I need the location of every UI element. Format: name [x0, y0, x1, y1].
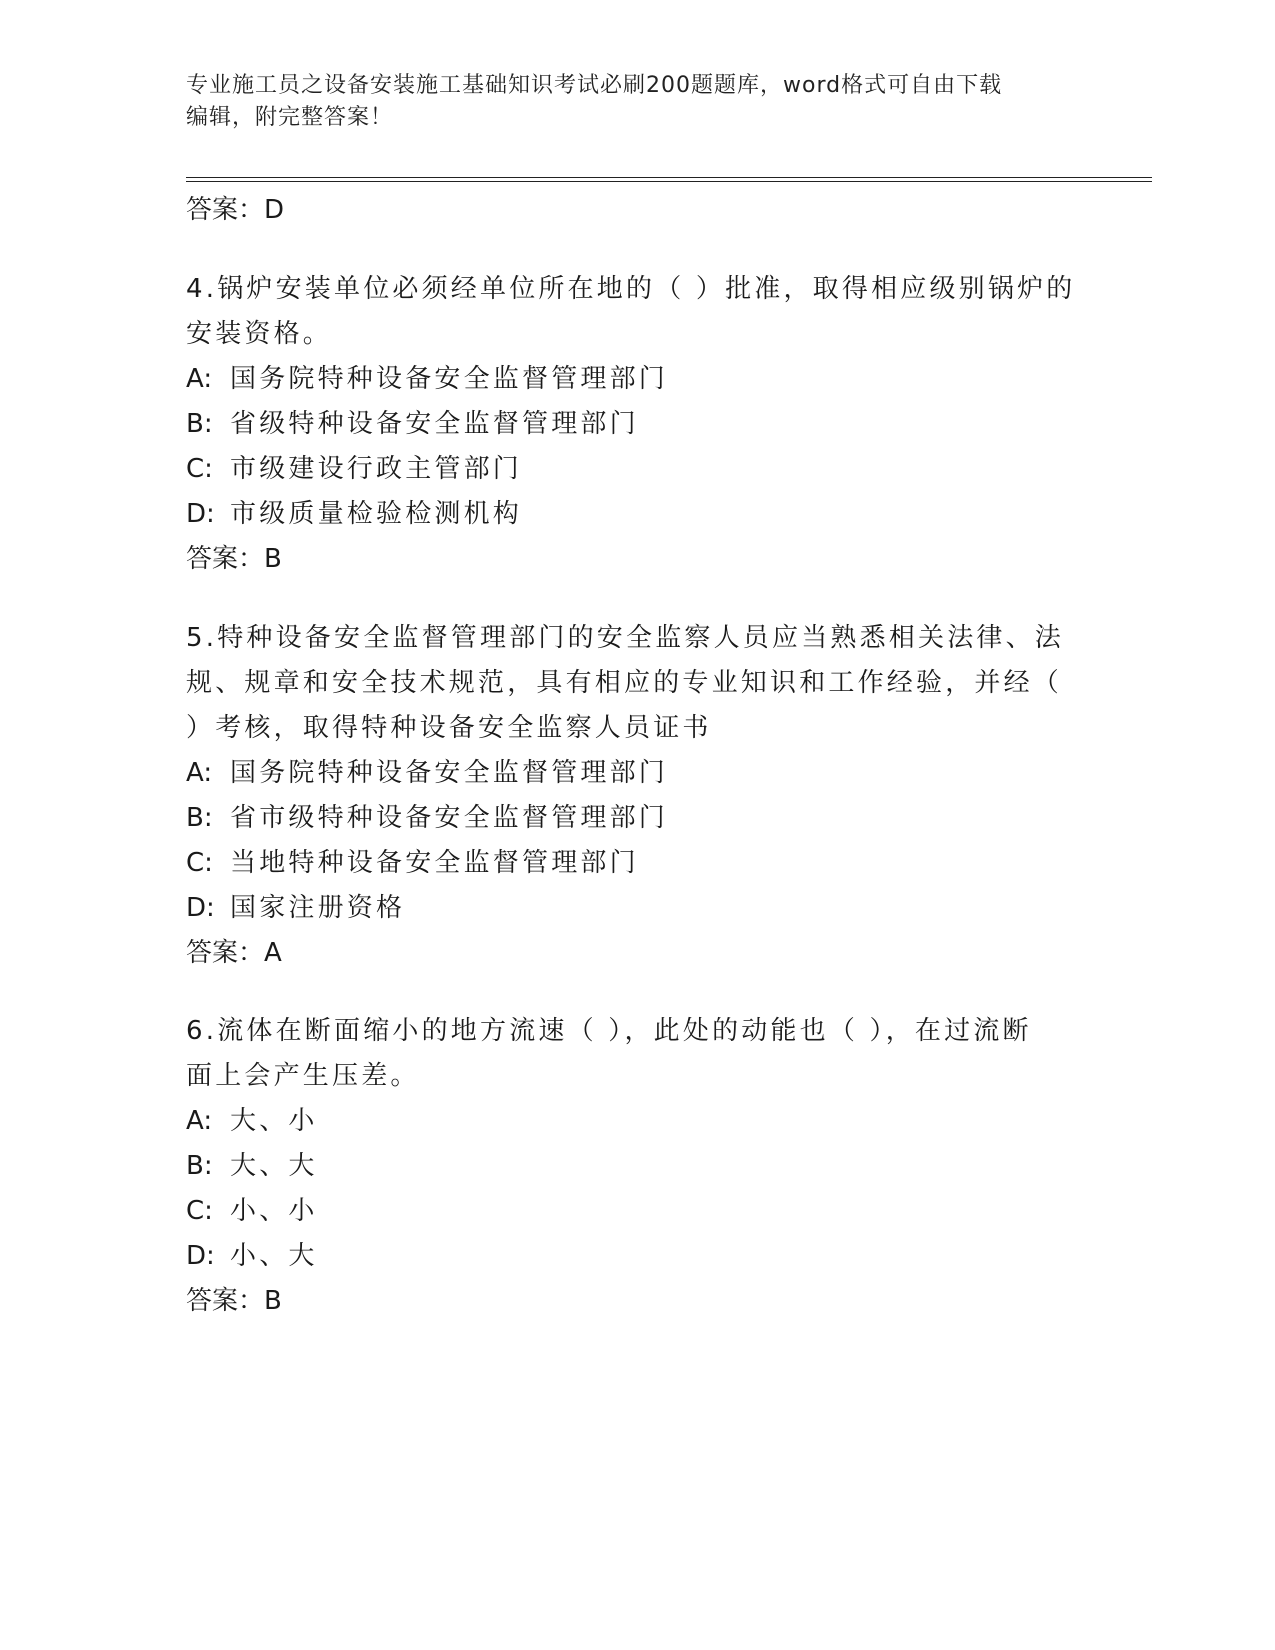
option-b — [186, 796, 1076, 841]
option-letter: D: — [186, 1241, 215, 1271]
option-b — [186, 402, 1076, 447]
question-stem-line: ）考核，取得特种设备安全监察人员证书 — [186, 713, 712, 743]
question-stem-line: 6.流体在断面缩小的地方流速（ ），此处的动能也（ ），在过流断 — [186, 1016, 1032, 1046]
option-letter: D: — [186, 499, 215, 529]
option-letter: A: — [186, 364, 213, 394]
option-a — [186, 751, 1076, 796]
option-b — [186, 1144, 1076, 1189]
option-text: 大、大 — [230, 1151, 318, 1181]
previous-answer: 答案：D — [186, 195, 285, 225]
option-c — [186, 447, 1076, 492]
option-letter: A: — [186, 758, 213, 788]
answer-line: 答案：B — [186, 1286, 282, 1316]
option-letter: B: — [186, 803, 213, 833]
answer-line: 答案：A — [186, 938, 282, 968]
option-text: 国务院特种设备安全监督管理部门 — [230, 758, 669, 788]
question-4 — [186, 267, 1076, 582]
option-a — [186, 1099, 1076, 1144]
header-line-1: 专业施工员之设备安装施工基础知识考试必刷200题题库，word格式可自由下载 — [186, 73, 1003, 98]
question-6 — [186, 1009, 1076, 1324]
question-stem-line: 5.特种设备安全监督管理部门的安全监察人员应当熟悉相关法律、法 — [186, 623, 1065, 653]
option-text: 省级特种设备安全监督管理部门 — [230, 409, 639, 439]
header-divider — [186, 177, 1152, 182]
option-letter: C: — [186, 1196, 213, 1226]
question-5 — [186, 616, 1076, 976]
option-letter: C: — [186, 848, 213, 878]
option-text: 国务院特种设备安全监督管理部门 — [230, 364, 669, 394]
question-stem-line: 安装资格。 — [186, 319, 333, 349]
option-text: 省市级特种设备安全监督管理部门 — [230, 803, 669, 833]
option-letter: B: — [186, 409, 213, 439]
option-text: 国家注册资格 — [230, 893, 406, 923]
option-text: 当地特种设备安全监督管理部门 — [230, 848, 639, 878]
option-letter: B: — [186, 1151, 213, 1181]
header-line-2: 编辑，附完整答案！ — [186, 105, 394, 130]
option-d — [186, 1234, 1076, 1279]
option-a — [186, 357, 1076, 402]
option-text: 小、小 — [230, 1196, 318, 1226]
question-stem-line: 面上会产生压差。 — [186, 1061, 420, 1091]
option-c — [186, 841, 1076, 886]
option-c — [186, 1189, 1076, 1234]
option-text: 市级建设行政主管部门 — [230, 454, 523, 484]
question-stem-line: 4.锅炉安装单位必须经单位所在地的（ ）批准，取得相应级别锅炉的 — [186, 274, 1076, 304]
answer-line: 答案：B — [186, 544, 282, 574]
option-d — [186, 492, 1076, 537]
option-letter: D: — [186, 893, 215, 923]
question-stem-line: 规、规章和安全技术规范，具有相应的专业知识和工作经验，并经（ — [186, 668, 1063, 698]
option-letter: A: — [186, 1106, 213, 1136]
option-letter: C: — [186, 454, 213, 484]
option-d — [186, 886, 1076, 931]
document-header — [186, 70, 1066, 134]
option-text: 市级质量检验检测机构 — [230, 499, 523, 529]
option-text: 大、小 — [230, 1106, 318, 1136]
option-text: 小、大 — [230, 1241, 318, 1271]
